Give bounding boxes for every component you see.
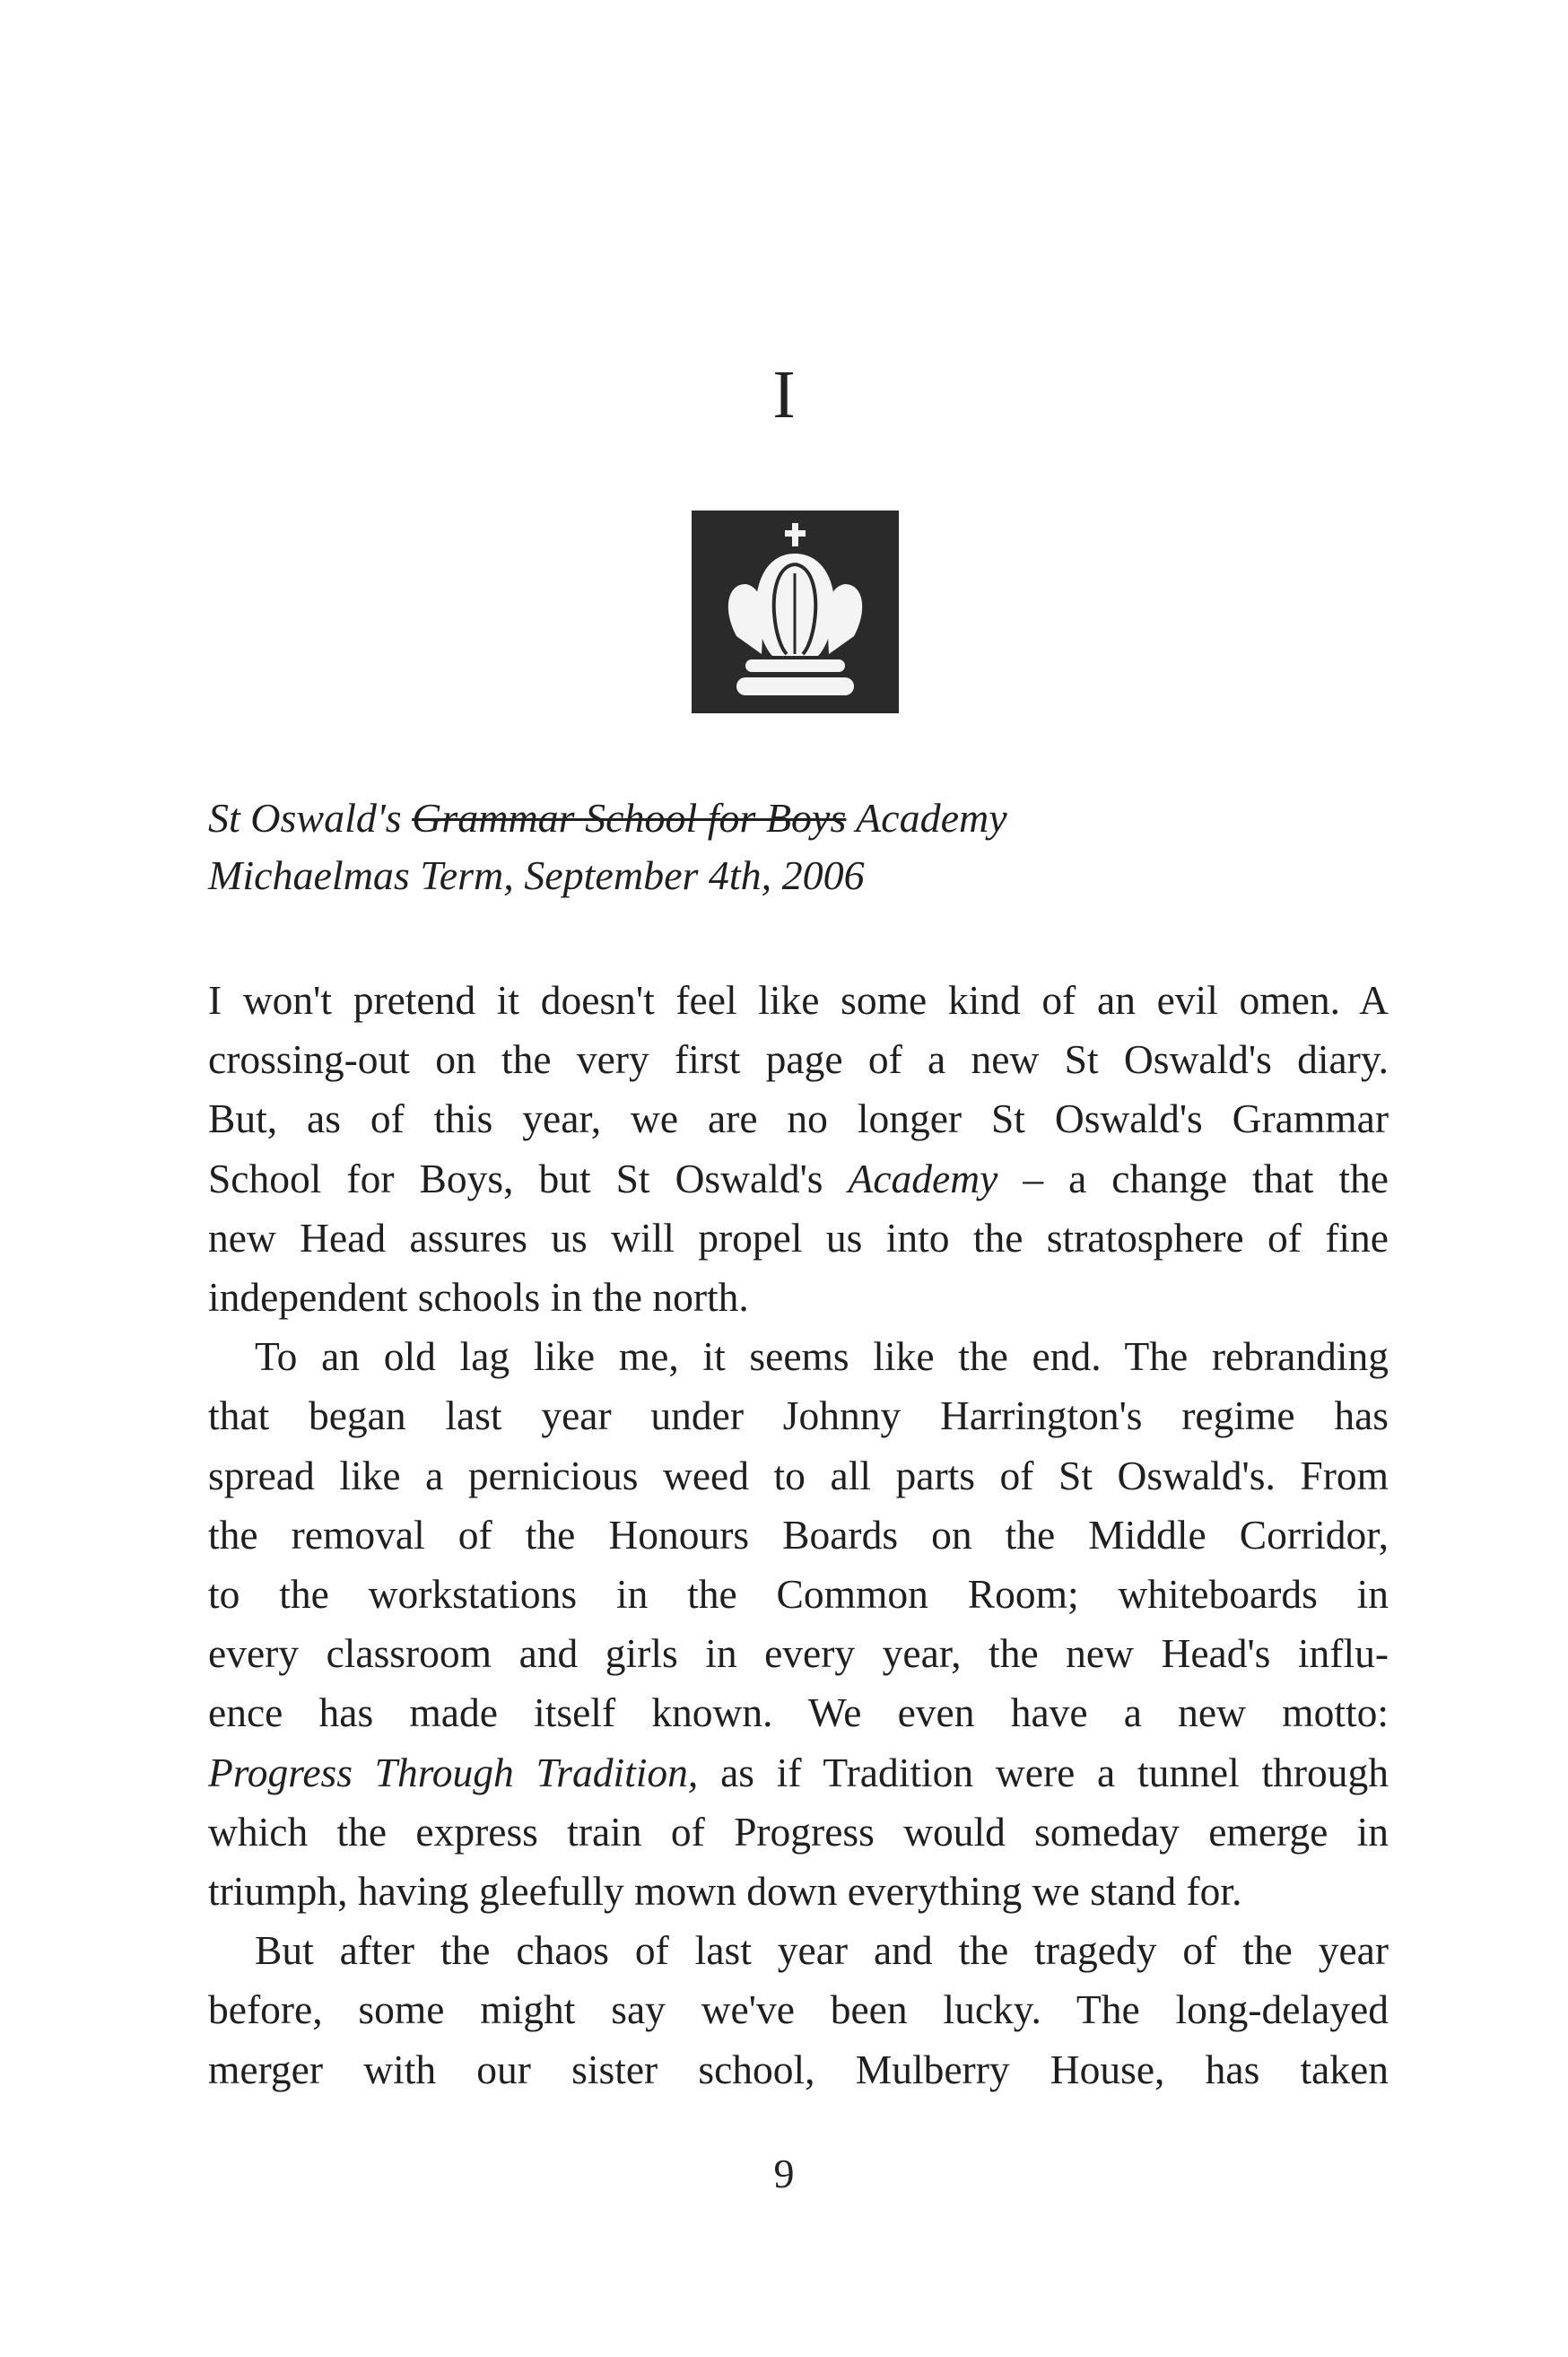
text-fragment: – a change that the — [1023, 1155, 1389, 1201]
text-line: But, as of this year, we are no longer St Oswald's Grammar — [208, 1096, 1389, 1142]
school-name-line — [208, 790, 1392, 847]
page-number: 9 — [773, 2151, 795, 2196]
text-line: which the express train of Progress would someday emerge in — [208, 1808, 1389, 1855]
text-line: new Head assures us will propel us into the stratosphere of fine — [208, 1214, 1389, 1261]
text-line: crossing-out on the very first page of a new St Oswald's diary. — [208, 1036, 1389, 1083]
school-suffix: Academy — [856, 795, 1007, 841]
school-prefix: St Oswald's — [208, 795, 402, 841]
text-line: merger with our sister school, Mulberry House, has taken — [208, 2046, 1389, 2092]
chapter-number: I — [772, 357, 796, 432]
text-line: to the workstations in the Common Room; whiteboards in — [208, 1571, 1389, 1618]
text-line: every classroom and girls in every year, the new Head's influ- — [208, 1630, 1389, 1677]
italic-fragment: Progress Through Tradition, — [208, 1749, 699, 1795]
text-line: I won't pretend it doesn't feel like some kind of an evil omen. A — [208, 977, 1389, 1023]
text-line: before, some might say we've been lucky. The long-delayed — [208, 1986, 1389, 2033]
text-line: triumph, having gleefully mown down everything we stand for. — [208, 1868, 1242, 1915]
text-fragment: School for Boys, but St Oswald's — [208, 1155, 823, 1201]
text-fragment: as if Tradition were a tunnel through — [720, 1749, 1389, 1795]
diary-heading — [208, 790, 1392, 904]
paragraph-2 — [208, 1327, 1389, 1921]
text-line: ence has made itself known. We even have a new motto: — [208, 1689, 1389, 1736]
text-line: But after the chaos of last year and the tragedy of the year — [255, 1927, 1389, 1974]
body-text — [208, 971, 1389, 2099]
paragraph-1 — [208, 971, 1389, 1327]
term-date-line: Michaelmas Term, September 4th, 2006 — [208, 852, 865, 898]
text-line: To an old lag like me, it seems like the end. The rebranding — [255, 1333, 1389, 1380]
struck-out-name: Grammar School for Boys — [412, 795, 847, 841]
paragraph-3 — [208, 1921, 1389, 2099]
text-line: that began last year under Johnny Harrington's regime has — [208, 1392, 1389, 1439]
text-line — [208, 1149, 1389, 1209]
text-line: independent schools in the north. — [208, 1274, 749, 1321]
chess-king-crown-icon — [692, 511, 899, 713]
italic-fragment: Academy — [848, 1155, 998, 1201]
text-line: spread like a pernicious weed to all parts of St Oswald's. From — [208, 1452, 1389, 1498]
text-line — [208, 1743, 1389, 1803]
text-line: the removal of the Honours Boards on the Middle Corridor, — [208, 1511, 1389, 1558]
